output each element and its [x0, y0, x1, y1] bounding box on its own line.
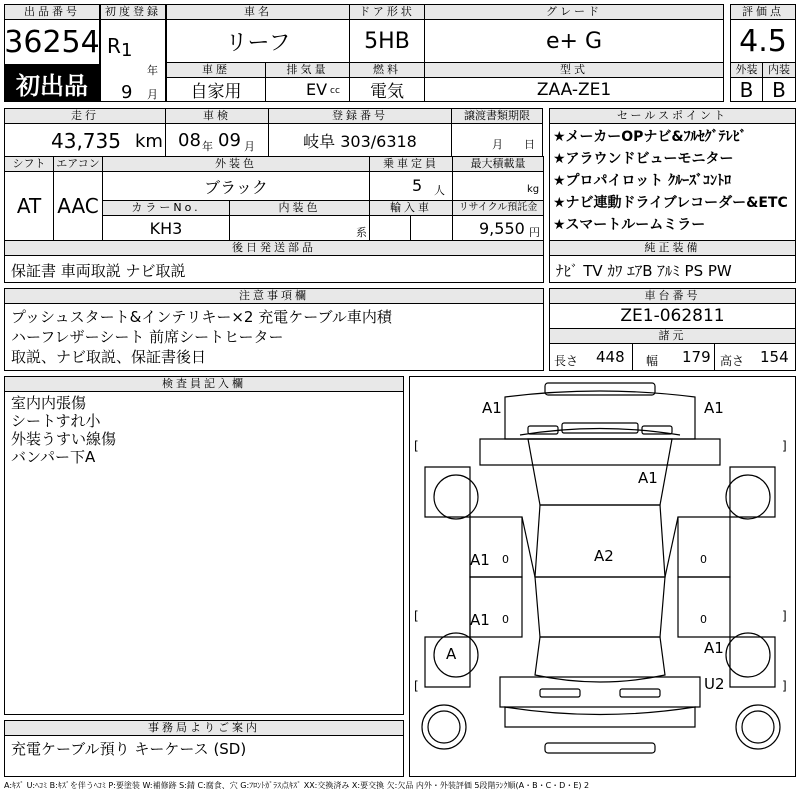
sales-points-list [553, 126, 788, 236]
capacity-text: 5 [412, 176, 423, 195]
chassis-label: 車台番号 [549, 288, 796, 304]
inspection-year-unit: 年 [202, 140, 213, 153]
yen-unit: 円 [529, 226, 540, 239]
diag-zero-4: 0 [700, 613, 707, 626]
reg-year: 1 [121, 40, 133, 61]
office-label: 事務局よりご案内 [4, 720, 404, 736]
inspector-line: 外装うすい線傷 [11, 430, 117, 448]
standard-equip [549, 255, 796, 283]
standard-equip-label: 純正装備 [549, 240, 796, 256]
notes-list [11, 307, 392, 367]
inspector-line: 室内内張傷 [11, 394, 87, 412]
notes-line: プッシュスタート&インテリキー×2 充電ケーブル車内積 [11, 308, 392, 326]
later-parts [4, 255, 544, 283]
fuel-text: 電気 [370, 82, 404, 102]
ac [53, 171, 103, 241]
notes-line: 取説、ナビ取説、保証書後日 [11, 348, 207, 366]
notes-label: 注意事項欄 [4, 288, 544, 304]
later-parts-label: 後日発送部品 [4, 240, 544, 256]
shift-label: シフト [4, 156, 54, 172]
max-load [452, 171, 544, 201]
inspector-label: 検査員記入欄 [4, 376, 404, 392]
inspector-line: バンパー下A [11, 448, 96, 466]
color-no-text: KH3 [149, 218, 183, 238]
ext-color [102, 171, 370, 201]
plate-label: 登録番号 [268, 108, 452, 124]
diag-mark-left-rear-door: A1 [470, 611, 490, 629]
sales-points [549, 123, 796, 241]
diag-bracket-6: ] [782, 679, 787, 693]
lot-label: 出品番号 [4, 4, 100, 20]
diag-zero-1: 0 [502, 553, 509, 566]
color-no [102, 215, 230, 241]
score-text: 4.5 [739, 23, 787, 59]
first-listing-badge [4, 64, 100, 102]
chassis-number [549, 303, 796, 329]
int-color-label: 内装色 [229, 200, 370, 216]
max-load-label: 最大積載量 [452, 156, 544, 172]
car-name-label: 車名 [166, 4, 350, 20]
history [166, 77, 266, 102]
width-label: 幅 [646, 354, 659, 368]
chassis-number-text: ZE1-062811 [620, 306, 725, 326]
diag-mark-front-right: A1 [704, 399, 724, 417]
exterior-grade [730, 77, 763, 102]
inspector-notes [4, 391, 404, 715]
office-text: 充電ケーブル預り キーケース (SD) [11, 740, 247, 758]
inspection-month-unit: 月 [244, 140, 255, 153]
ac-text: AAC [57, 194, 99, 218]
capacity-label: 乗車定員 [369, 156, 453, 172]
standard-equip-text: ﾅﾋﾞ TV ｶﾜ ｴｱB ｱﾙﾐ PS PW [556, 262, 732, 280]
displacement-text: EV [306, 80, 328, 99]
interior-text: B [772, 77, 786, 102]
sales-point-item: ★メーカーOPナビ&ﾌﾙｾｸﾞﾃﾚﾋﾞ [553, 129, 747, 145]
car-diagram-svg [410, 377, 795, 776]
displacement [265, 77, 350, 102]
month-unit: 月 [147, 88, 158, 101]
inspection-label: 車検 [165, 108, 269, 124]
int-color-unit: 系 [356, 226, 367, 239]
height-value: 154 [760, 348, 789, 366]
grade-label: グレード [424, 4, 724, 20]
score [730, 19, 796, 63]
recycle [452, 215, 544, 241]
grade [424, 19, 724, 63]
door-text: 5HB [364, 28, 410, 54]
transfer-month-unit: 月 [492, 138, 503, 151]
inspector-list [11, 394, 116, 466]
recycle-text: 9,550 [479, 219, 525, 238]
notes [4, 303, 544, 371]
length-label: 長さ [554, 354, 579, 368]
interior-grade [762, 77, 796, 102]
first-reg-box [100, 19, 166, 102]
history-label: 車歴 [166, 62, 266, 78]
int-color [229, 215, 370, 241]
diag-bracket-5: [ [414, 679, 419, 693]
displacement-label: 排気量 [265, 62, 350, 78]
exterior-label: 外装 [730, 62, 763, 78]
model-label: 型式 [424, 62, 724, 78]
door-type [349, 19, 425, 63]
later-parts-text: 保証書 車両取説 ナビ取説 [11, 262, 186, 280]
cc-unit: cc [330, 86, 340, 96]
km-unit: km [135, 131, 163, 152]
diag-mark-left-front-door: A1 [470, 551, 490, 569]
diag-bracket-2: ] [782, 439, 787, 453]
kg-unit: kg [527, 184, 540, 195]
ext-color-text: ブラック [204, 177, 268, 197]
diag-mark-front-left: A1 [482, 399, 502, 417]
width-value: 179 [682, 348, 711, 366]
office-notes [4, 735, 404, 777]
grade-text: e+ G [545, 28, 602, 54]
era: R [107, 34, 121, 58]
diag-bracket-3: [ [414, 609, 419, 623]
sales-point-item: ★スマートルームミラー [553, 217, 706, 233]
model [424, 77, 724, 102]
height-label: 高さ [720, 354, 745, 368]
diag-bracket-4: ] [782, 609, 787, 623]
inspection [165, 123, 269, 157]
interior-label: 内装 [762, 62, 796, 78]
sales-point-item: ★プロパイロット ｸﾙｰｽﾞｺﾝﾄﾛ [553, 173, 732, 189]
inspector-line: シートすれ小 [11, 412, 101, 430]
model-text: ZAA-ZE1 [536, 79, 612, 100]
lot-number-text: 36254 [4, 24, 100, 60]
diag-zero-2: 0 [502, 613, 509, 626]
import-label: 輸入車 [369, 200, 453, 216]
year-unit: 年 [147, 64, 158, 77]
vehicle-diagram [409, 376, 796, 777]
mileage-text: 43,735 [51, 129, 121, 153]
legend: A:ｷｽﾞ U:ﾍｺﾐ B:ｷｽﾞを伴うﾍｺﾐ P:要塗装 W:補修跡 S:錆 C:腐食、穴 G:ﾌﾛﾝﾄｶﾞﾗｽ点ｷｽﾞ XX:交換済み X:要交換 欠:欠品 内外・外装評価 5段階ﾗﾝｸ順(A・B・C・D・E) 2 [4, 781, 590, 790]
inspection-month: 09 [218, 130, 241, 151]
import [369, 215, 453, 241]
score-label: 評価点 [730, 4, 796, 20]
transfer-deadline [451, 123, 543, 157]
capacity [369, 171, 453, 201]
mileage [4, 123, 166, 157]
diag-mark-windshield: A1 [638, 469, 658, 487]
history-text: 自家用 [190, 82, 242, 102]
diag-mark-left-rear-fender: A [446, 645, 457, 663]
inspection-year: 08 [178, 130, 201, 151]
specs [549, 343, 796, 371]
fuel [349, 77, 425, 102]
transfer-label: 譲渡書類期限 [451, 108, 543, 124]
reg-month: 9 [121, 82, 133, 103]
car-name-text: リーフ [225, 30, 291, 56]
first-listing-text: 初出品 [16, 71, 88, 100]
plate-text: 岐阜 303/6318 [303, 131, 417, 151]
sales-point-item: ★ナビ連動ドライブレコーダー&ETC [553, 195, 788, 211]
specs-label: 諸元 [549, 328, 796, 344]
capacity-unit: 人 [434, 184, 445, 197]
diag-zero-3: 0 [700, 553, 707, 566]
transfer-day-unit: 日 [524, 138, 535, 151]
plate [268, 123, 452, 157]
ac-label: エアコン [53, 156, 103, 172]
shift [4, 171, 54, 241]
notes-line: ハーフレザーシート 前席シートヒーター [11, 328, 284, 346]
diag-mark-rear-bumper: U2 [704, 675, 725, 693]
diag-mark-right-rear-fender: A1 [704, 639, 724, 657]
color-no-label: カラーNo. [102, 200, 230, 216]
shift-text: AT [16, 194, 42, 218]
car-name [166, 19, 350, 63]
mileage-label: 走行 [4, 108, 166, 124]
recycle-label: リサイクル預託金 [452, 200, 544, 216]
door-label: ドア形状 [349, 4, 425, 20]
diag-bracket-1: [ [414, 439, 419, 453]
first-reg-label: 初度登録 [100, 4, 166, 20]
sales-points-label: セールスポイント [549, 108, 796, 124]
ext-color-label: 外装色 [102, 156, 370, 172]
diag-mark-roof: A2 [594, 547, 614, 565]
fuel-label: 燃料 [349, 62, 425, 78]
exterior-text: B [739, 77, 754, 102]
length-value: 448 [596, 348, 625, 366]
lot-number [4, 19, 100, 65]
sales-point-item: ★アラウンドビューモニター [553, 151, 734, 167]
